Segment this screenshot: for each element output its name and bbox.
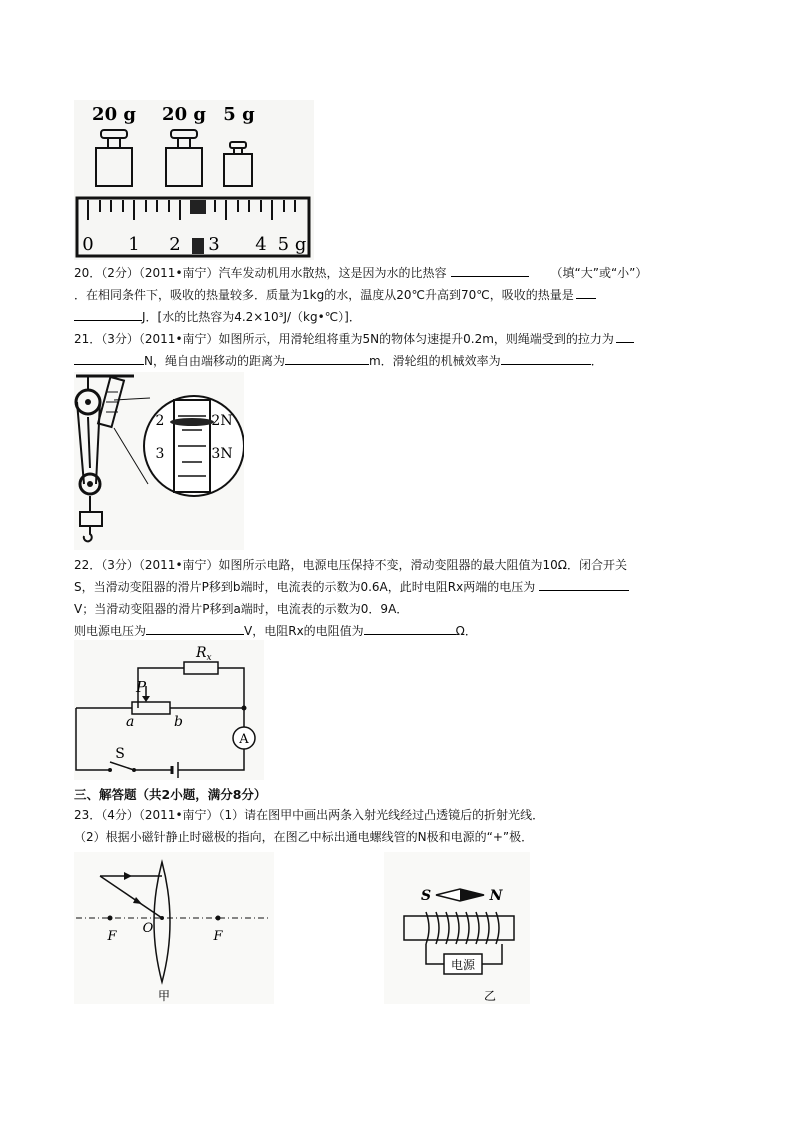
pulley-figure <box>74 372 244 550</box>
ammeter-label: A <box>239 732 249 747</box>
compass-n-label: N <box>489 888 503 904</box>
q20-hint: （填“大”或“小”） <box>550 266 648 280</box>
lens-figure <box>74 852 274 1004</box>
ruler-label-2: 2 <box>169 234 181 255</box>
q20-blank-1[interactable] <box>451 264 529 277</box>
q20-blank-2-cont[interactable] <box>74 308 142 321</box>
question-21 <box>74 328 724 372</box>
scale-left-2: 2 <box>155 413 165 429</box>
ruler-label-5: 5 g <box>277 234 307 255</box>
q20-blank-2[interactable] <box>576 286 596 299</box>
rx-label: $R_x$ <box>196 645 212 663</box>
slider-p-label: P <box>136 678 147 696</box>
q20-line1: 20．（2分）（2011•南宁）汽车发动机用水散热，这是因为水的比热容 <box>74 266 447 280</box>
q23-line2: （2）根据小磁针静止时磁极的指向，在图乙中标出通电螺线管的N极和电源的“+”极． <box>74 830 534 844</box>
q22-line4a: 则电源电压为 <box>74 624 147 638</box>
focal-left-label: F <box>107 929 117 944</box>
q22-blank-1[interactable] <box>539 578 629 591</box>
q20-line2: ．在相同条件下，吸收的热量较多．质量为1kg的水，温度从20℃升高到70℃，吸收的热量是 <box>74 288 574 302</box>
q20-line3: J．[水的比热容为4.2×10³J/（kg•℃）]． <box>142 310 361 324</box>
q21-line1: 21．（3分）（2011•南宁）如图所示，用滑轮组将重为5N的物体匀速提升0.2m，则绳端受到的拉力为 <box>74 332 614 346</box>
end-b-label: b <box>174 714 183 730</box>
ruler-label-4: 4 <box>255 234 267 255</box>
end-a-label: a <box>126 714 135 730</box>
mass-label-3: 5 g <box>223 104 255 125</box>
rider-marker <box>190 200 206 214</box>
q22-line3: V；当滑动变阻器的滑片P移到a端时，电流表的示数为0．9A． <box>74 602 409 616</box>
q22-line4b: V，电阻Rx的电阻值为 <box>244 624 364 638</box>
q22-line4c: Ω． <box>455 624 477 638</box>
focal-right-label: F <box>213 929 223 944</box>
weights-ruler-figure <box>74 100 314 260</box>
mass-label-1: 20 g <box>92 104 136 125</box>
compass-s-label: S <box>420 888 432 904</box>
q22-blank-2[interactable] <box>146 622 244 635</box>
optical-center-label: O <box>142 921 154 936</box>
scale-left-3: 3 <box>155 446 165 462</box>
ruler-label-3: 3 <box>208 234 220 255</box>
caption-yi: 乙 <box>483 989 497 1003</box>
scale-right-2n: 2N <box>211 413 233 429</box>
question-23 <box>74 804 724 848</box>
circuit-figure <box>74 640 264 780</box>
q23-line1: 23．（4分）（2011•南宁）（1）请在图甲中画出两条入射光线经过凸透镜后的折射光线． <box>74 808 545 822</box>
q21-blank-3[interactable] <box>501 352 591 365</box>
q22-blank-3[interactable] <box>364 622 456 635</box>
power-source-label: 电源 <box>450 958 476 972</box>
q21-blank-2[interactable] <box>285 352 369 365</box>
q21-line2b: m．滑轮组的机械效率为 <box>368 354 501 368</box>
question-22 <box>74 554 724 642</box>
caption-jia: 甲 <box>157 989 171 1003</box>
q21-line2a: N，绳自由端移动的距离为 <box>144 354 285 368</box>
q21-blank-1[interactable] <box>616 330 634 343</box>
ruler-label-1: 1 <box>128 234 140 255</box>
mass-label-2: 20 g <box>162 104 206 125</box>
q21-blank-1-cont[interactable] <box>74 352 144 365</box>
solenoid-figure <box>384 852 530 1004</box>
ruler-label-0: 0 <box>82 234 94 255</box>
switch-label: S <box>115 746 125 762</box>
q22-line2a: S，当滑动变阻器的滑片P移到b端时，电流表的示数为0.6A，此时电阻Rx两端的电压为 <box>74 580 536 594</box>
section-3-title: 三、解答题（共2小题，满分8分） <box>74 787 267 802</box>
q22-line1: 22．（3分）（2011•南宁）如图所示电路，电源电压保持不变，滑动变阻器的最大阻值为10Ω．闭合开关 <box>74 558 627 572</box>
q21-line2c: ． <box>590 354 603 368</box>
scale-right-3n: 3N <box>211 446 233 462</box>
question-20 <box>74 262 724 328</box>
